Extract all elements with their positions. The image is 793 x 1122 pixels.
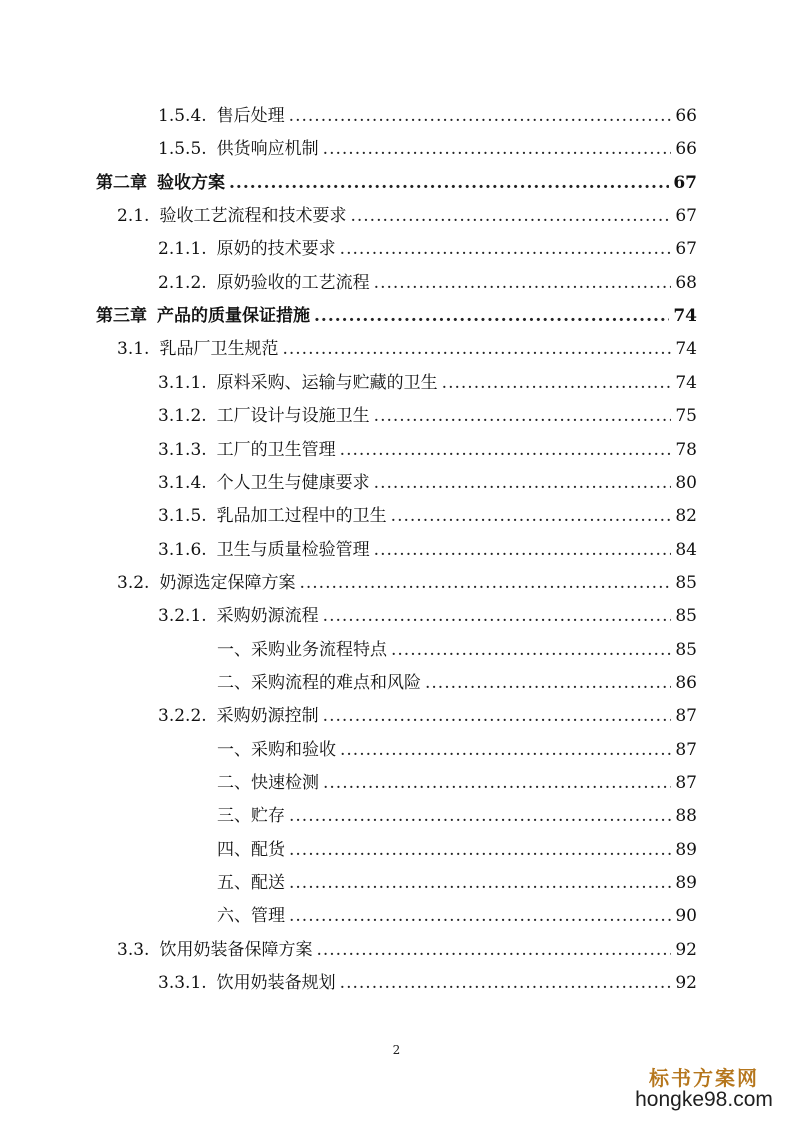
toc-entry-page: 74: [675, 372, 697, 393]
toc-entry-page: 87: [675, 739, 697, 760]
toc-dot-leader: [282, 333, 671, 366]
toc-entry-page: 89: [675, 873, 697, 894]
toc-dot-leader: [374, 534, 672, 567]
toc-entry-page: 67: [673, 172, 697, 193]
toc-dot-leader: [299, 567, 671, 600]
toc-entry-page: 78: [675, 439, 697, 460]
toc-entry-number: 2.1.: [117, 206, 150, 227]
toc-dot-leader: [391, 500, 672, 533]
toc-entry[interactable]: [217, 834, 697, 867]
page-number: 2: [392, 1043, 401, 1057]
toc-entry[interactable]: [217, 634, 697, 667]
toc-dot-leader: [350, 200, 671, 233]
toc-entry-title: 二、采购流程的难点和风险: [217, 672, 421, 693]
toc-entry-page: 84: [675, 539, 697, 560]
toc-entry[interactable]: [158, 700, 697, 733]
toc-dot-leader: [289, 867, 671, 900]
toc-entry-number: 第二章: [96, 172, 147, 193]
toc-entry-title: 乳品加工过程中的卫生: [216, 506, 387, 527]
watermark-name: 标书方案网: [649, 1066, 759, 1090]
toc-entry-page: 89: [675, 839, 697, 860]
watermark: [629, 1068, 779, 1111]
toc-dot-leader: [442, 367, 672, 400]
toc-entry-page: 67: [675, 239, 697, 260]
toc-entry-page: 74: [673, 306, 697, 327]
toc-dot-leader: [374, 400, 672, 433]
toc-entry-title: 采购奶源流程: [216, 606, 319, 627]
toc-entry-title: 饮用奶装备规划: [216, 973, 336, 994]
toc-dot-leader: [340, 734, 671, 767]
toc-dot-leader: [289, 900, 671, 933]
toc-entry[interactable]: [158, 267, 697, 300]
toc-entry-page: 85: [675, 639, 697, 660]
toc-dot-leader: [374, 267, 672, 300]
toc-entry-page: 82: [675, 506, 697, 527]
toc-dot-leader: [425, 667, 671, 700]
toc-entry-number: 3.2.1.: [158, 606, 207, 627]
toc-entry[interactable]: [117, 934, 697, 967]
toc-entry[interactable]: [217, 867, 697, 900]
toc-entry-title: 工厂设计与设施卫生: [216, 406, 370, 427]
toc-dot-leader: [323, 133, 672, 166]
toc-entry[interactable]: [158, 434, 697, 467]
toc-entry[interactable]: [217, 667, 697, 700]
toc-entry-page: 87: [675, 773, 697, 793]
toc-entry-page: 87: [675, 706, 697, 727]
toc-entry-number: 1.5.5.: [158, 139, 207, 160]
toc-entry-title: 奶源选定保障方案: [159, 572, 296, 593]
toc-entry-number: 3.1.3.: [158, 439, 207, 460]
toc-entry-title: 二、快速检测: [217, 773, 319, 793]
toc-entry-page: 67: [675, 206, 697, 227]
toc-entry-title: 原奶的技术要求: [216, 239, 336, 260]
toc-dot-leader: [340, 434, 672, 467]
toc-entry[interactable]: [96, 300, 697, 333]
toc-entry-page: 80: [675, 472, 697, 493]
toc-dot-leader: [340, 233, 672, 266]
toc-entry[interactable]: [217, 900, 697, 933]
toc-entry-number: 2.1.1.: [158, 239, 207, 260]
toc-entry[interactable]: [117, 200, 697, 233]
toc-dot-leader: [391, 634, 671, 667]
toc-entry-page: 66: [675, 106, 697, 126]
toc-entry[interactable]: [158, 500, 697, 533]
toc-entry-title: 采购奶源控制: [216, 706, 319, 727]
toc-entry-page: 85: [675, 606, 697, 627]
toc-entry-title: 乳品厂卫生规范: [159, 339, 279, 360]
toc-entry[interactable]: [217, 767, 697, 800]
toc-entry-page: 92: [675, 973, 697, 994]
toc-dot-leader: [323, 700, 672, 733]
toc-entry-page: 92: [675, 939, 697, 960]
toc-entry-page: 90: [675, 906, 697, 927]
toc-entry[interactable]: [96, 167, 697, 200]
toc-entry[interactable]: [158, 534, 697, 567]
toc-entry-title: 原奶验收的工艺流程: [216, 272, 370, 293]
toc-entry-number: 3.3.1.: [158, 973, 207, 994]
toc-entry[interactable]: [158, 967, 697, 1000]
toc-entry-title: 产品的质量保证措施: [157, 306, 310, 327]
toc-entry-number: 第三章: [96, 306, 147, 327]
toc-entry[interactable]: [217, 734, 697, 767]
toc-entry-title: 三、贮存: [217, 806, 285, 827]
toc-entry-title: 饮用奶装备保障方案: [159, 939, 313, 960]
toc-entry[interactable]: [158, 233, 697, 266]
toc-entry-number: 3.2.: [117, 572, 150, 593]
toc-entry-title: 验收工艺流程和技术要求: [159, 206, 347, 227]
toc-entry[interactable]: [217, 800, 697, 833]
toc-entry-title: 个人卫生与健康要求: [216, 472, 370, 493]
toc-entry[interactable]: [158, 400, 697, 433]
toc-entry-title: 供货响应机制: [216, 139, 319, 160]
toc-dot-leader: [316, 934, 671, 967]
watermark-url: hongke98.com: [635, 1088, 773, 1111]
toc-entry[interactable]: [117, 333, 697, 366]
toc-dot-leader: [374, 467, 672, 500]
toc-entry-page: 66: [675, 139, 697, 160]
toc-dot-leader: [289, 800, 671, 833]
toc-entry-title: 六、管理: [217, 906, 285, 927]
toc-dot-leader: [323, 767, 671, 800]
toc-entry-number: 2.1.2.: [158, 272, 207, 293]
toc-entry-page: 74: [675, 339, 697, 360]
toc-entry[interactable]: [117, 567, 697, 600]
toc-entry-title: 四、配货: [217, 839, 285, 860]
toc-entry-page: 68: [675, 272, 697, 293]
toc-entry-title: 工厂的卫生管理: [216, 439, 336, 460]
toc-entry-page: 75: [675, 406, 697, 427]
toc-entry[interactable]: [158, 600, 697, 633]
toc-entry-number: 3.1.: [117, 339, 150, 360]
toc-entry-title: 五、配送: [217, 873, 285, 894]
toc-entry-title: 验收方案: [157, 172, 225, 193]
toc-dot-leader: [323, 600, 672, 633]
toc-entry-number: 3.1.2.: [158, 406, 207, 427]
toc-entry-number: 1.5.4.: [158, 106, 207, 126]
toc-dot-leader: [314, 300, 669, 333]
toc-entry-number: 3.2.2.: [158, 706, 207, 727]
toc-entry-title: 一、采购业务流程特点: [217, 639, 387, 660]
toc-entry-title: 原料采购、运输与贮藏的卫生: [216, 372, 438, 393]
toc-entry[interactable]: [158, 100, 697, 133]
toc-dot-leader: [289, 100, 672, 133]
toc-entry-number: 3.1.6.: [158, 539, 207, 560]
toc-dot-leader: [229, 167, 669, 200]
toc-entry-page: 88: [675, 806, 697, 827]
toc-entry-number: 3.1.1.: [158, 372, 207, 393]
toc-entry[interactable]: [158, 467, 697, 500]
toc-dot-leader: [340, 967, 672, 1000]
toc-entry[interactable]: [158, 133, 697, 166]
toc-entry-number: 3.1.5.: [158, 506, 207, 527]
toc-entry-title: 一、采购和验收: [217, 739, 336, 760]
toc-entry[interactable]: [158, 367, 697, 400]
toc-entry-number: 3.3.: [117, 939, 150, 960]
toc-entry-title: 卫生与质量检验管理: [216, 539, 370, 560]
toc-dot-leader: [289, 834, 671, 867]
toc-entry-page: 85: [675, 572, 697, 593]
toc-entry-page: 86: [675, 672, 697, 693]
toc-entry-number: 3.1.4.: [158, 472, 207, 493]
toc-entry-title: 售后处理: [216, 106, 285, 126]
